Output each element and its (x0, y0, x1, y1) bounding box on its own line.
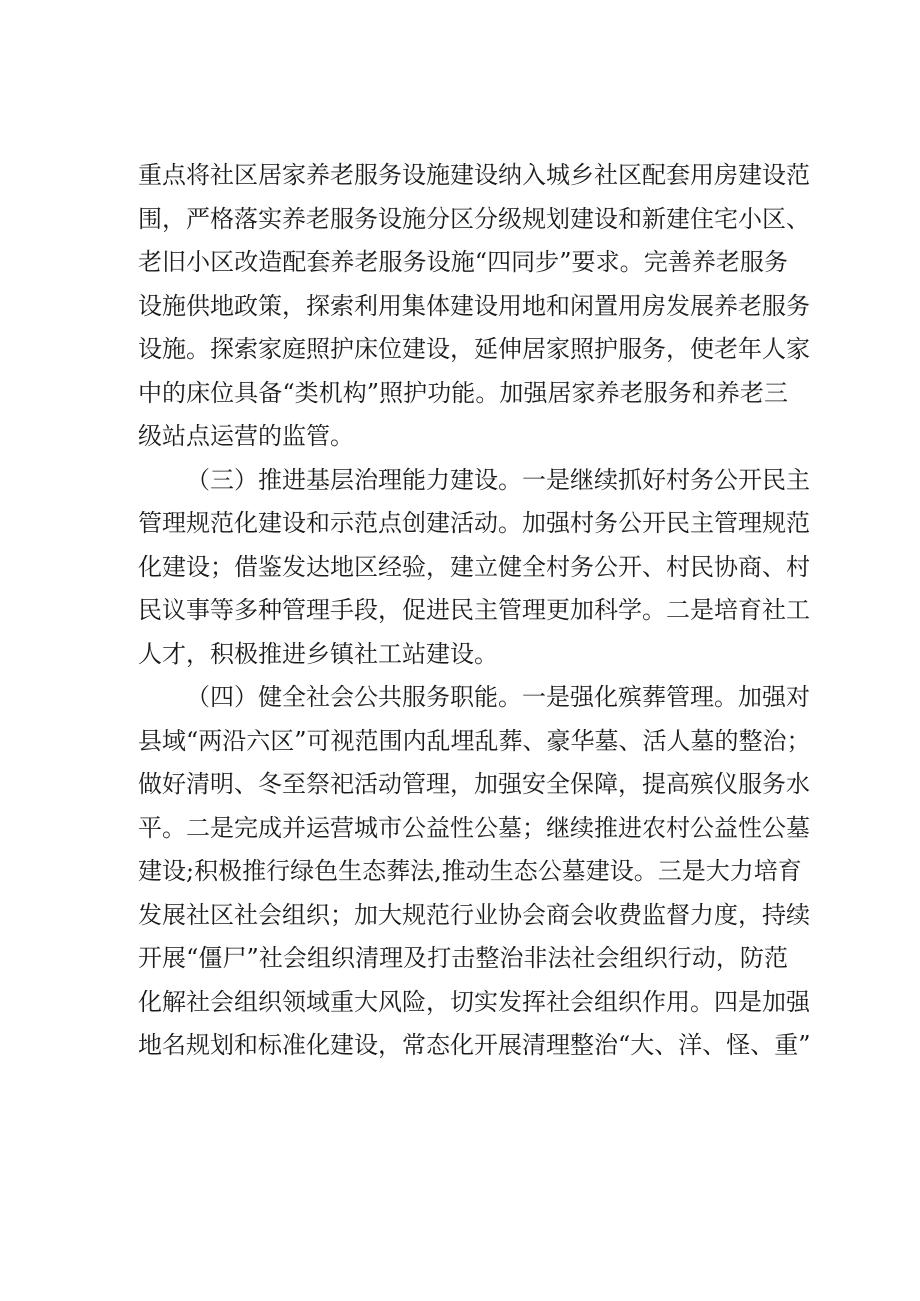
paragraph-line: 化建设；借鉴发达地区经验，建立健全村务公开、村民协商、村 (138, 552, 810, 581)
paragraph-line: 建设;积极推行绿色生态葬法,推动生态公墓建设。三是大力培育 (138, 857, 802, 885)
paragraph-line: 地名规划和标准化建设，常态化开展清理整治“大、洋、怪、重” (138, 1031, 811, 1059)
paragraph-line: 县域“两沿六区”可视范围内乱埋乱葬、豪华墓、活人墓的整治； (138, 726, 811, 755)
paragraph-line: （三）推进基层治理能力建设。一是继续抓好村务公开民主 (186, 465, 810, 494)
paragraph-line: 围，严格落实养老服务设施分区分级规划建设和新建住宅小区、 (138, 204, 810, 233)
paragraph-line: 做好清明、冬至祭祀活动管理，加强安全保障，提高殡仪服务水 (138, 770, 810, 798)
paragraph-line: 级站点运营的监管。 (138, 422, 354, 450)
paragraph-line: 老旧小区改造配套养老服务设施“四同步”要求。完善养老服务 (138, 248, 788, 276)
paragraph-line: （四）健全社会公共服务职能。一是强化殡葬管理。加强对 (186, 683, 810, 711)
paragraph-line: 化解社会组织领域重大风险，切实发挥社会组织作用。四是加强 (138, 987, 810, 1016)
paragraph-line: 重点将社区居家养老服务设施建设纳入城乡社区配套用房建设范 (138, 161, 810, 189)
paragraph-line: 开展“僵尸”社会组织清理及打击整治非法社会组织行动，防范 (138, 944, 788, 972)
paragraph-line: 设施。探索家庭照护床位建设，延伸居家照护服务，使老年人家 (138, 335, 810, 363)
paragraph-line: 平。二是完成并运营城市公益性公墓；继续推进农村公益性公墓 (138, 813, 810, 842)
paragraph-line: 中的床位具备“类机构”照护功能。加强居家养老服务和养老三 (138, 378, 788, 407)
paragraph-line: 人才，积极推进乡镇社工站建设。 (138, 639, 498, 668)
paragraph-3 (138, 676, 811, 1068)
paragraph-1 (138, 154, 810, 459)
paragraph-line: 设施供地政策，探索利用集体建设用地和闲置用房发展养老服务 (138, 291, 810, 320)
paragraph-line: 民议事等多种管理手段，促进民主管理更加科学。二是培育社工 (138, 596, 810, 624)
paragraph-2 (138, 459, 810, 677)
paragraph-line: 发展社区社会组织；加大规范行业协会商会收费监督力度，持续 (138, 900, 810, 929)
paragraph-line: 管理规范化建设和示范点创建活动。加强村务公开民主管理规范 (138, 509, 810, 537)
document-body (138, 154, 811, 1068)
